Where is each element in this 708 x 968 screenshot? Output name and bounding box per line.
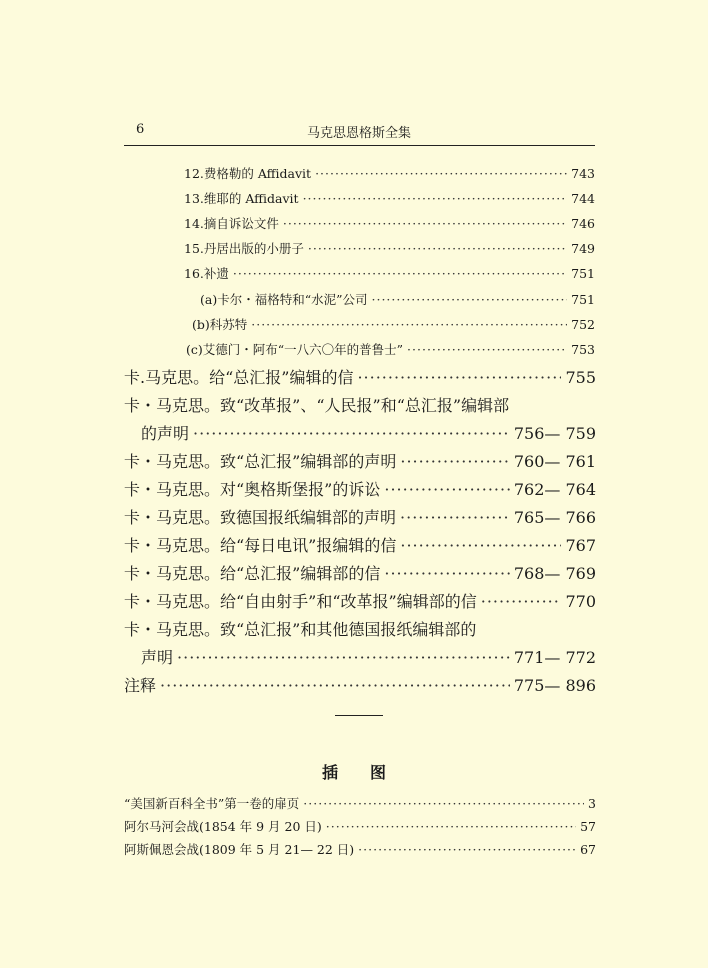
illustration-entry: 阿斯佩恩会战(1809 年 5 月 21— 22 日) ····· 67 [124, 840, 596, 858]
toc-entry: 卡・马克思。给“自由射手”和“改革报”编辑部的信 ····· 770 [124, 589, 596, 612]
toc-entry-continued: 的声明 ····· 756— 759 [141, 421, 596, 444]
running-title: 马克思恩格斯全集 [306, 126, 411, 141]
toc-entry-continued: 声明 ····· 771— 772 [141, 645, 596, 668]
toc-entry: 15.丹居出版的小册子 ····· 749 [184, 239, 595, 257]
page-header [124, 122, 594, 142]
toc-entry: 13.维耶的 Affidavit ····· 744 [184, 189, 595, 207]
toc-entry: 卡・马克思。致“总汇报”编辑部的声明 ····· 760— 761 [124, 449, 596, 472]
toc-entry: (c)艾德门・阿布“一八六〇年的普鲁士” ····· 753 [186, 340, 595, 358]
toc-entry: 卡・马克思。给“每日电讯”报编辑的信 ····· 767 [124, 533, 596, 556]
toc-entry: 14.摘自诉讼文件 ····· 746 [184, 214, 595, 232]
toc-entry: 卡・马克思。给“总汇报”编辑部的信 ····· 768— 769 [124, 561, 596, 584]
toc-entry-notes: 注释 ····· 775— 896 [124, 673, 596, 696]
toc-entry: 卡・马克思。致德国报纸编辑部的声明 ····· 765— 766 [124, 505, 596, 528]
illustration-entry: “美国新百科全书”第一卷的扉页 ····· 3 [124, 794, 596, 812]
illustrations-heading: 插 图 [321, 763, 386, 782]
section-divider [335, 715, 383, 716]
toc-entry: 12.费格勒的 Affidavit ····· 743 [184, 164, 595, 182]
header-rule [124, 145, 595, 146]
toc-entry: 16.补遗 ····· 751 [184, 264, 595, 282]
toc-entry: (a)卡尔・福格特和“水泥”公司 ····· 751 [200, 290, 595, 308]
toc-entry-title: 卡・马克思。致“改革报”、“人民报”和“总汇报”编辑部 [124, 396, 510, 415]
toc-entry: 卡・马克思。对“奥格斯堡报”的诉讼 ····· 762— 764 [124, 477, 596, 500]
toc-entry-title: 卡・马克思。致“总汇报”和其他德国报纸编辑部的 [124, 620, 477, 639]
illustration-entry: 阿尔马河会战(1854 年 9 月 20 日) ····· 57 [124, 817, 596, 835]
page-number: 6 [136, 122, 145, 137]
toc-entry: 卡.马克思。给“总汇报”编辑的信 ····· 755 [124, 365, 596, 388]
toc-entry: (b)科苏特 ····· 752 [192, 315, 595, 333]
